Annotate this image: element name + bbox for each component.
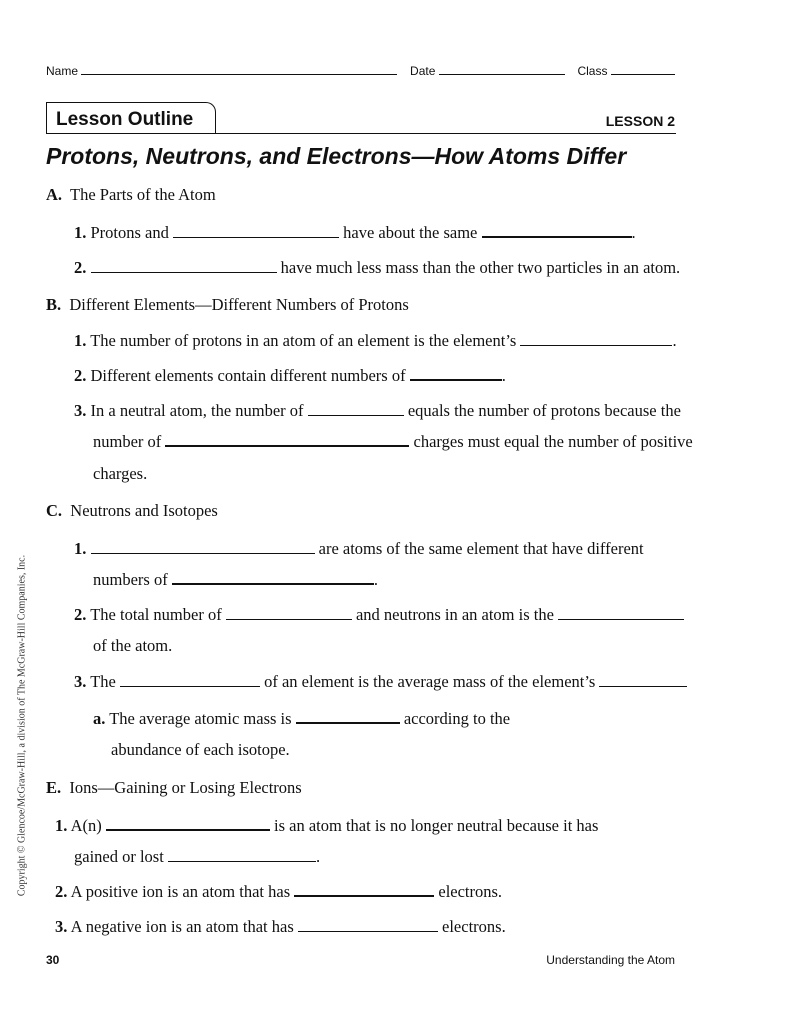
section-c	[46, 501, 218, 521]
item-text: have about the same	[343, 223, 478, 242]
class-blank[interactable]	[611, 74, 675, 75]
item-b2	[74, 366, 506, 386]
answer-blank[interactable]	[173, 237, 339, 238]
section-heading: Neutrons and Isotopes	[70, 501, 218, 520]
chapter-title: Understanding the Atom	[546, 953, 675, 967]
item-text: number of	[93, 432, 162, 451]
answer-blank[interactable]	[168, 861, 316, 862]
section-letter: A.	[46, 185, 63, 204]
answer-blank[interactable]	[482, 236, 632, 238]
item-text: .	[672, 331, 677, 350]
item-text: numbers of	[93, 570, 168, 589]
answer-blank[interactable]	[226, 619, 352, 620]
section-a	[46, 185, 216, 205]
item-number: 2.	[74, 366, 87, 385]
item-number: 3.	[74, 401, 87, 420]
item-text: A positive ion is an atom that has	[70, 882, 291, 901]
item-e1	[55, 816, 598, 836]
item-number: 3.	[74, 672, 87, 691]
item-text: The number of protons in an atom of an element is the element’s	[90, 331, 517, 350]
date-blank[interactable]	[439, 74, 565, 75]
item-b1	[74, 331, 677, 351]
answer-blank[interactable]	[599, 686, 687, 687]
item-text: abundance of each isotope.	[111, 740, 290, 759]
item-c1	[74, 539, 644, 559]
item-text: are atoms of the same element that have different	[318, 539, 644, 558]
answer-blank[interactable]	[410, 379, 502, 381]
item-e1-line2	[74, 847, 320, 867]
item-number: 1.	[74, 331, 87, 350]
lesson-outline-label: Lesson Outline	[56, 109, 194, 130]
item-text: Different elements contain different numbers of	[90, 366, 406, 385]
item-text: equals the number of protons because the	[407, 401, 681, 420]
lesson-rule	[46, 133, 676, 134]
answer-blank[interactable]	[298, 931, 438, 932]
item-c3a-line2	[111, 740, 290, 760]
section-heading: The Parts of the Atom	[70, 185, 216, 204]
section-letter: B.	[46, 295, 62, 314]
item-e2	[55, 882, 502, 902]
page-title: Protons, Neutrons, and Electrons—How Atoms Differ	[46, 143, 627, 169]
answer-blank[interactable]	[308, 415, 404, 416]
item-text: In a neutral atom, the number of	[90, 401, 304, 420]
item-number: 3.	[55, 917, 68, 936]
answer-blank[interactable]	[172, 583, 374, 585]
item-text: electrons.	[438, 882, 503, 901]
item-number: 1.	[74, 223, 87, 242]
item-text: according to the	[403, 709, 511, 728]
answer-blank[interactable]	[296, 722, 400, 724]
answer-blank[interactable]	[106, 829, 270, 831]
section-heading: Ions—Gaining or Losing Electrons	[69, 778, 302, 797]
section-letter: E.	[46, 778, 62, 797]
name-label: Name	[46, 64, 79, 78]
name-blank[interactable]	[81, 74, 397, 75]
item-b3	[74, 401, 681, 421]
item-number: 2.	[55, 882, 68, 901]
header-row	[46, 64, 676, 78]
answer-blank[interactable]	[294, 895, 434, 897]
item-b3-line2	[93, 432, 693, 452]
item-b3-line3	[93, 464, 147, 484]
item-text: and neutrons in an atom is the	[355, 605, 554, 624]
item-text: The	[90, 672, 116, 691]
item-text: electrons.	[442, 917, 506, 936]
item-text: .	[373, 570, 378, 589]
class-label: Class	[577, 64, 608, 78]
item-a1	[74, 223, 636, 243]
section-heading: Different Elements—Different Numbers of Protons	[69, 295, 409, 314]
item-c1-line2	[93, 570, 378, 590]
page-number: 30	[46, 953, 60, 967]
answer-blank[interactable]	[120, 686, 260, 687]
lesson-number: LESSON 2	[605, 113, 675, 129]
answer-blank[interactable]	[558, 619, 684, 620]
item-number: a.	[93, 709, 106, 728]
item-text: .	[631, 223, 636, 242]
section-b	[46, 295, 409, 315]
section-e	[46, 778, 302, 798]
answer-blank[interactable]	[520, 345, 672, 346]
item-text: The average atomic mass is	[109, 709, 292, 728]
item-number: 1.	[55, 816, 68, 835]
item-c3	[74, 672, 687, 692]
item-c2-line2	[93, 636, 172, 656]
item-text: of an element is the average mass of the element’s	[264, 672, 596, 691]
item-text: have much less mass than the other two particles in an atom.	[280, 258, 681, 277]
item-text: charges.	[93, 464, 148, 483]
copyright-notice: Copyright © Glencoe/McGraw-Hill, a division of The McGraw-Hill Companies, Inc.	[16, 554, 28, 897]
item-e3	[55, 917, 506, 937]
item-text: The total number of	[90, 605, 222, 624]
answer-blank[interactable]	[165, 445, 409, 447]
item-text: charges must equal the number of positive	[413, 432, 693, 451]
item-text: of the atom.	[93, 636, 173, 655]
item-number: 2.	[74, 605, 87, 624]
item-text: .	[501, 366, 506, 385]
item-text: A negative ion is an atom that has	[70, 917, 294, 936]
section-letter: C.	[46, 501, 63, 520]
item-c3a	[93, 709, 510, 729]
item-text: .	[315, 847, 321, 866]
item-a2	[74, 258, 680, 278]
item-text: Protons and	[90, 223, 169, 242]
item-c2	[74, 605, 684, 625]
item-number: 1.	[74, 539, 87, 558]
answer-blank[interactable]	[91, 553, 315, 554]
item-number: 2.	[74, 258, 87, 277]
item-text: gained or lost	[74, 847, 164, 866]
item-text: is an atom that is no longer neutral because it has	[274, 816, 599, 835]
answer-blank[interactable]	[91, 272, 277, 273]
item-text: A(n)	[70, 816, 102, 835]
date-label: Date	[410, 64, 436, 78]
